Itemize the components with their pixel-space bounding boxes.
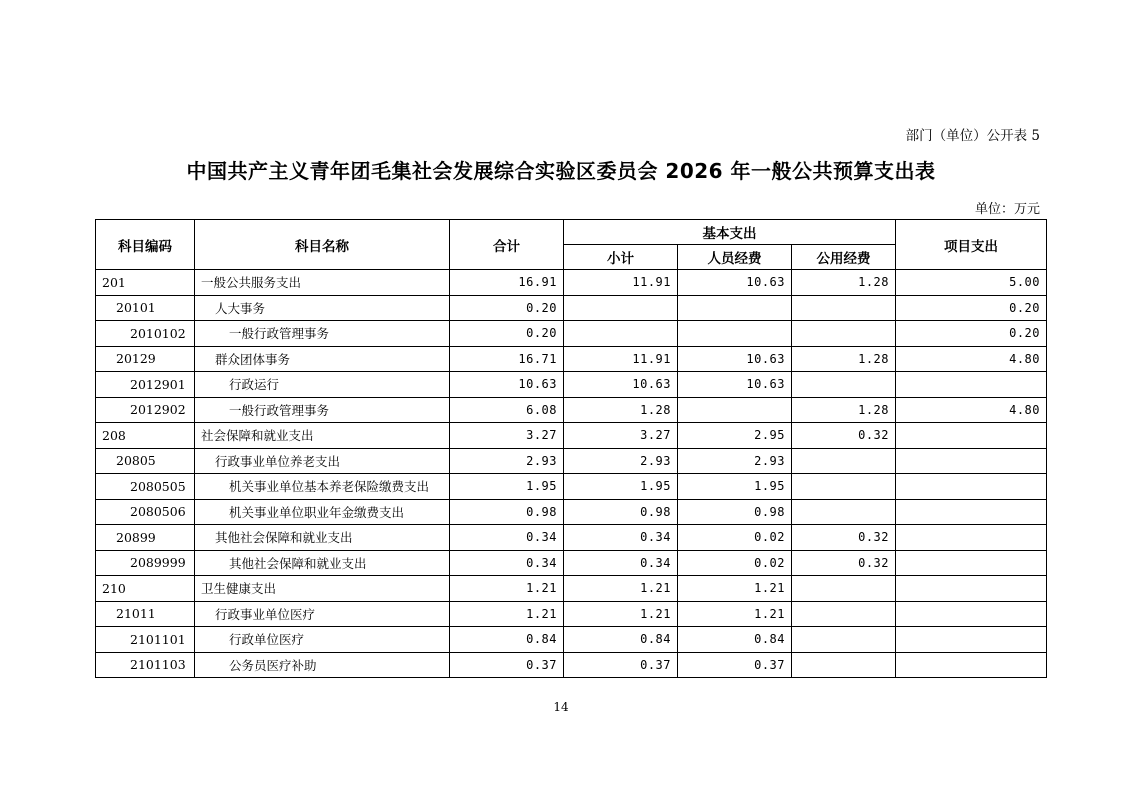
cell-personnel: 0.02: [678, 525, 792, 551]
cell-personnel: 2.95: [678, 423, 792, 449]
cell-personnel: 10.63: [678, 346, 792, 372]
cell-public: 0.32: [792, 525, 896, 551]
cell-name: 其他社会保障和就业支出: [195, 525, 450, 551]
cell-total: 2.93: [450, 448, 564, 474]
cell-subtotal: 1.21: [564, 576, 678, 602]
cell-project: [896, 423, 1047, 449]
table-row: [96, 295, 1047, 321]
cell-name: 行政事业单位医疗: [195, 601, 450, 627]
table-row: [96, 346, 1047, 372]
table-row: [96, 448, 1047, 474]
cell-project: [896, 448, 1047, 474]
table-row: [96, 652, 1047, 678]
cell-personnel: [678, 295, 792, 321]
cell-public: [792, 372, 896, 398]
cell-subtotal: 11.91: [564, 346, 678, 372]
header-public: 公用经费: [792, 245, 896, 270]
cell-code: 2080505: [96, 474, 195, 500]
table-row: [96, 423, 1047, 449]
cell-project: [896, 627, 1047, 653]
cell-personnel: 10.63: [678, 270, 792, 296]
cell-total: 0.37: [450, 652, 564, 678]
table-row: [96, 601, 1047, 627]
cell-public: [792, 321, 896, 347]
cell-project: [896, 372, 1047, 398]
table-row: [96, 474, 1047, 500]
cell-code: 2080506: [96, 499, 195, 525]
cell-project: [896, 652, 1047, 678]
cell-personnel: 0.02: [678, 550, 792, 576]
cell-public: [792, 601, 896, 627]
cell-public: 1.28: [792, 397, 896, 423]
header-personnel: 人员经费: [678, 245, 792, 270]
cell-name: 行政运行: [195, 372, 450, 398]
cell-total: 1.95: [450, 474, 564, 500]
table-row: [96, 321, 1047, 347]
cell-total: 0.20: [450, 295, 564, 321]
cell-code: 2010102: [96, 321, 195, 347]
cell-name: 一般行政管理事务: [195, 397, 450, 423]
cell-subtotal: 0.34: [564, 525, 678, 551]
cell-subtotal: [564, 295, 678, 321]
table-row: [96, 627, 1047, 653]
cell-personnel: 1.95: [678, 474, 792, 500]
header-subtotal: 小计: [564, 245, 678, 270]
cell-total: 1.21: [450, 576, 564, 602]
cell-code: 201: [96, 270, 195, 296]
page-title: 中国共产主义青年团毛集社会发展综合实验区委员会 2026 年一般公共预算支出表: [186, 159, 936, 183]
cell-project: 4.80: [896, 346, 1047, 372]
cell-project: [896, 550, 1047, 576]
cell-total: 0.98: [450, 499, 564, 525]
unit-label: 单位：万元: [974, 202, 1040, 217]
cell-public: [792, 448, 896, 474]
cell-code: 2012902: [96, 397, 195, 423]
cell-subtotal: 0.34: [564, 550, 678, 576]
cell-name: 群众团体事务: [195, 346, 450, 372]
table-row: [96, 525, 1047, 551]
cell-project: 0.20: [896, 321, 1047, 347]
cell-name: 机关事业单位职业年金缴费支出: [195, 499, 450, 525]
cell-subtotal: 0.84: [564, 627, 678, 653]
cell-project: [896, 601, 1047, 627]
header-basic: 基本支出: [564, 220, 896, 245]
cell-project: [896, 474, 1047, 500]
cell-personnel: 0.98: [678, 499, 792, 525]
cell-total: 0.20: [450, 321, 564, 347]
cell-public: [792, 576, 896, 602]
cell-public: [792, 652, 896, 678]
cell-total: 16.91: [450, 270, 564, 296]
cell-total: 6.08: [450, 397, 564, 423]
cell-total: 1.21: [450, 601, 564, 627]
table-header: [96, 220, 1047, 270]
cell-name: 卫生健康支出: [195, 576, 450, 602]
header-name: 科目名称: [195, 220, 450, 270]
cell-subtotal: [564, 321, 678, 347]
cell-personnel: [678, 321, 792, 347]
cell-public: 1.28: [792, 346, 896, 372]
table-row: [96, 397, 1047, 423]
cell-project: 4.80: [896, 397, 1047, 423]
form-number-label: 部门（单位）公开表 5: [905, 128, 1040, 144]
cell-personnel: 1.21: [678, 576, 792, 602]
cell-public: 1.28: [792, 270, 896, 296]
cell-subtotal: 10.63: [564, 372, 678, 398]
cell-total: 10.63: [450, 372, 564, 398]
cell-name: 其他社会保障和就业支出: [195, 550, 450, 576]
cell-name: 社会保障和就业支出: [195, 423, 450, 449]
cell-personnel: 0.37: [678, 652, 792, 678]
table-body: [96, 270, 1047, 678]
cell-code: 2101101: [96, 627, 195, 653]
budget-expenditure-table: [95, 219, 1047, 678]
cell-total: 16.71: [450, 346, 564, 372]
header-code: 科目编码: [96, 220, 195, 270]
cell-code: 208: [96, 423, 195, 449]
cell-code: 21011: [96, 601, 195, 627]
cell-code: 20899: [96, 525, 195, 551]
cell-total: 0.84: [450, 627, 564, 653]
cell-subtotal: 11.91: [564, 270, 678, 296]
cell-code: 2089999: [96, 550, 195, 576]
cell-name: 行政单位医疗: [195, 627, 450, 653]
cell-personnel: 1.21: [678, 601, 792, 627]
cell-public: [792, 474, 896, 500]
header-project: 项目支出: [896, 220, 1047, 270]
cell-project: [896, 499, 1047, 525]
cell-code: 20101: [96, 295, 195, 321]
cell-name: 公务员医疗补助: [195, 652, 450, 678]
cell-code: 2101103: [96, 652, 195, 678]
cell-subtotal: 2.93: [564, 448, 678, 474]
page-number: 14: [553, 700, 569, 714]
cell-project: 5.00: [896, 270, 1047, 296]
cell-name: 机关事业单位基本养老保险缴费支出: [195, 474, 450, 500]
table-row: [96, 372, 1047, 398]
cell-public: [792, 627, 896, 653]
cell-total: 3.27: [450, 423, 564, 449]
cell-code: 2012901: [96, 372, 195, 398]
table-row: [96, 576, 1047, 602]
cell-subtotal: 3.27: [564, 423, 678, 449]
cell-subtotal: 1.21: [564, 601, 678, 627]
cell-public: 0.32: [792, 423, 896, 449]
cell-subtotal: 0.37: [564, 652, 678, 678]
cell-public: 0.32: [792, 550, 896, 576]
table-row: [96, 270, 1047, 296]
table-row: [96, 550, 1047, 576]
cell-project: [896, 525, 1047, 551]
cell-total: 0.34: [450, 550, 564, 576]
cell-name: 人大事务: [195, 295, 450, 321]
cell-personnel: [678, 397, 792, 423]
cell-subtotal: 1.95: [564, 474, 678, 500]
cell-personnel: 10.63: [678, 372, 792, 398]
cell-personnel: 0.84: [678, 627, 792, 653]
header-total: 合计: [450, 220, 564, 270]
cell-name: 一般公共服务支出: [195, 270, 450, 296]
cell-code: 20805: [96, 448, 195, 474]
cell-name: 行政事业单位养老支出: [195, 448, 450, 474]
cell-project: 0.20: [896, 295, 1047, 321]
cell-subtotal: 0.98: [564, 499, 678, 525]
cell-name: 一般行政管理事务: [195, 321, 450, 347]
cell-public: [792, 295, 896, 321]
cell-public: [792, 499, 896, 525]
cell-project: [896, 576, 1047, 602]
cell-personnel: 2.93: [678, 448, 792, 474]
cell-subtotal: 1.28: [564, 397, 678, 423]
cell-code: 20129: [96, 346, 195, 372]
table-row: [96, 499, 1047, 525]
cell-total: 0.34: [450, 525, 564, 551]
cell-code: 210: [96, 576, 195, 602]
